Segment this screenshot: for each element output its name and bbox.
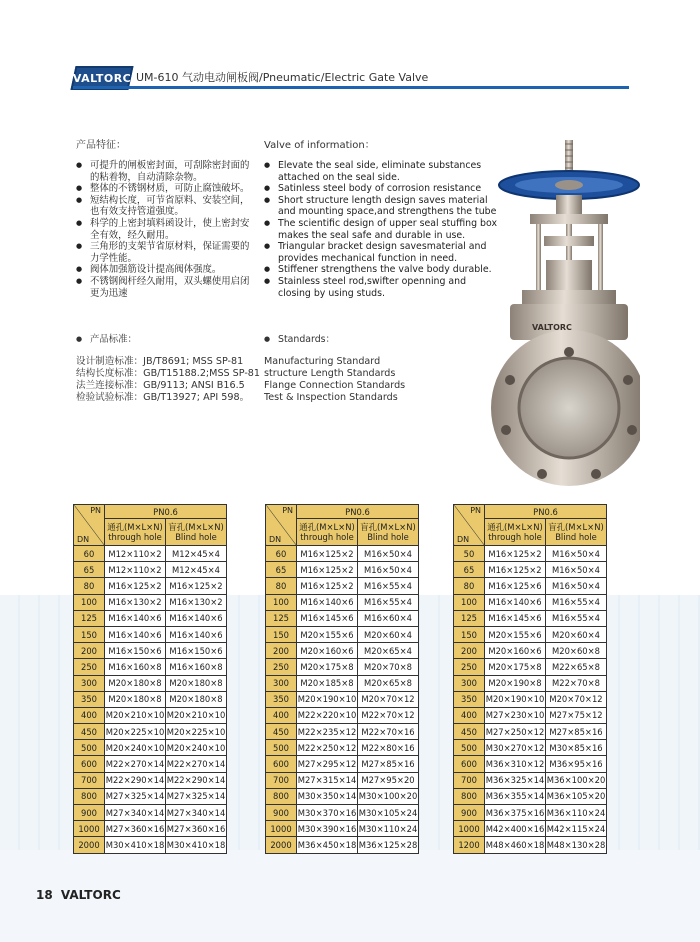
through-hole-header: 通孔(M×L×N) through hole xyxy=(297,519,358,546)
blind-hole-header: 盲孔(M×L×N) Blind hole xyxy=(358,519,419,546)
through-hole-cell: M16×145×6 xyxy=(297,610,358,626)
through-hole-cell: M30×350×14 xyxy=(297,788,358,804)
table-row xyxy=(74,821,227,837)
dn-cell: 500 xyxy=(454,740,485,756)
through-hole-cell: M16×125×2 xyxy=(297,562,358,578)
through-hole-cell: M27×325×14 xyxy=(105,788,166,804)
dn-cell: 60 xyxy=(266,546,297,562)
through-hole-cell: M16×125×2 xyxy=(297,546,358,562)
list-item: ● 可提升的闸板密封面，可刮除密封面的的粘着物，自动清除杂物。 xyxy=(76,160,254,183)
table-row xyxy=(74,724,227,740)
standards-en-heading: ● Standards： xyxy=(264,334,335,346)
table-row xyxy=(74,740,227,756)
through-hole-cell: M20×175×8 xyxy=(485,659,546,675)
dn-cell: 50 xyxy=(454,546,485,562)
dn-cell: 600 xyxy=(74,756,105,772)
blind-hole-cell: M12×45×4 xyxy=(166,546,227,562)
table-row xyxy=(454,805,607,821)
standards-zh-heading-list xyxy=(76,334,137,346)
gate-valve-image xyxy=(470,140,640,490)
through-hole-cell: M20×180×8 xyxy=(105,675,166,691)
blind-hole-cell: M27×85×16 xyxy=(358,756,419,772)
dn-cell: 800 xyxy=(74,788,105,804)
through-hole-cell: M20×180×8 xyxy=(105,691,166,707)
blind-hole-cell: M20×65×8 xyxy=(358,675,419,691)
table-row xyxy=(266,821,419,837)
table-row xyxy=(266,659,419,675)
list-item: ● 不锈钢阀杆经久耐用，双头螺使用启闭更为迅速 xyxy=(76,276,254,299)
table-row xyxy=(454,610,607,626)
blind-hole-header: 盲孔(M×L×N) Blind hole xyxy=(546,519,607,546)
standard-line: 结构长度标准：GB/T15188.2;MSS SP-81 xyxy=(76,368,261,379)
through-hole-cell: M16×125×2 xyxy=(105,578,166,594)
through-hole-cell: M16×125×2 xyxy=(485,562,546,578)
dn-cell: 300 xyxy=(74,675,105,691)
table-body xyxy=(74,546,227,854)
standard-line: Flange Connection Standards xyxy=(264,380,406,391)
through-hole-cell: M20×155×6 xyxy=(297,626,358,642)
through-hole-cell: M27×360×16 xyxy=(105,821,166,837)
table-row xyxy=(266,675,419,691)
through-hole-cell: M22×290×14 xyxy=(105,772,166,788)
through-hole-cell: M20×175×8 xyxy=(297,659,358,675)
blind-hole-cell: M20×225×10 xyxy=(166,724,227,740)
pressure-header: PN0.6 xyxy=(105,505,227,519)
dn-cell: 500 xyxy=(266,740,297,756)
blind-hole-cell: M20×180×8 xyxy=(166,675,227,691)
through-hole-cell: M16×140×6 xyxy=(485,594,546,610)
dn-cell: 2000 xyxy=(74,837,105,853)
table-row xyxy=(266,740,419,756)
pn-dn-corner-cell xyxy=(454,505,485,546)
through-hole-cell: M22×220×10 xyxy=(297,707,358,723)
table-row xyxy=(454,821,607,837)
dn-cell: 100 xyxy=(454,594,485,610)
through-hole-cell: M27×295×12 xyxy=(297,756,358,772)
pn-label: PN xyxy=(282,506,293,515)
blind-hole-cell: M30×110×24 xyxy=(358,821,419,837)
table-row xyxy=(454,562,607,578)
table-row xyxy=(454,594,607,610)
blind-hole-cell: M36×95×16 xyxy=(546,756,607,772)
table-row xyxy=(266,546,419,562)
through-hole-cell: M12×110×2 xyxy=(105,562,166,578)
dn-cell: 150 xyxy=(74,626,105,642)
through-hole-cell: M16×125×2 xyxy=(297,578,358,594)
table-row xyxy=(74,643,227,659)
table-row xyxy=(266,626,419,642)
blind-hole-cell: M20×60×4 xyxy=(546,626,607,642)
dn-cell: 900 xyxy=(454,805,485,821)
blind-hole-cell: M12×45×4 xyxy=(166,562,227,578)
through-hole-cell: M30×270×12 xyxy=(485,740,546,756)
through-hole-header: 通孔(M×L×N) through hole xyxy=(105,519,166,546)
through-hole-cell: M36×375×16 xyxy=(485,805,546,821)
table-row xyxy=(454,837,607,853)
dn-cell: 700 xyxy=(454,772,485,788)
dn-cell: 900 xyxy=(74,805,105,821)
dimension-table-2 xyxy=(265,504,419,854)
blind-hole-cell: M36×110×24 xyxy=(546,805,607,821)
blind-hole-cell: M27×325×14 xyxy=(166,788,227,804)
table-row xyxy=(454,740,607,756)
blind-hole-cell: M16×50×4 xyxy=(358,562,419,578)
through-hole-cell: M16×125×6 xyxy=(485,578,546,594)
through-hole-cell: M20×185×8 xyxy=(297,675,358,691)
through-hole-cell: M20×160×6 xyxy=(485,643,546,659)
standard-line: 检验试验标准：GB/T13927; API 598。 xyxy=(76,392,250,403)
blind-hole-cell: M20×60×4 xyxy=(358,626,419,642)
standard-line: Manufacturing Standard xyxy=(264,356,381,367)
features-en-heading: Valve of information： xyxy=(264,140,375,151)
table-row xyxy=(74,610,227,626)
pn-dn-corner-cell xyxy=(266,505,297,546)
through-hole-cell: M27×340×14 xyxy=(105,805,166,821)
through-hole-cell: M30×390×16 xyxy=(297,821,358,837)
dn-cell: 250 xyxy=(266,659,297,675)
page-title: UM-610 气动电动闸板阀/Pneumatic/Electric Gate Valve xyxy=(136,71,429,84)
blind-hole-cell: M27×95×20 xyxy=(358,772,419,788)
features-en-list xyxy=(264,160,499,299)
dn-cell: 450 xyxy=(266,724,297,740)
through-hole-cell: M20×190×8 xyxy=(485,675,546,691)
table-row xyxy=(74,805,227,821)
dn-cell: 1200 xyxy=(454,837,485,853)
dn-cell: 700 xyxy=(74,772,105,788)
through-hole-cell: M48×460×18 xyxy=(485,837,546,853)
dn-cell: 1000 xyxy=(454,821,485,837)
table-row xyxy=(454,675,607,691)
dn-label: DN xyxy=(269,535,282,544)
dn-cell: 300 xyxy=(454,675,485,691)
through-hole-cell: M16×140×6 xyxy=(105,626,166,642)
blind-hole-cell: M42×115×24 xyxy=(546,821,607,837)
table-row xyxy=(74,756,227,772)
table-row xyxy=(266,594,419,610)
table-row xyxy=(266,610,419,626)
table-row xyxy=(74,788,227,804)
table-row xyxy=(266,756,419,772)
blind-hole-cell: M20×70×12 xyxy=(358,691,419,707)
header-divider xyxy=(73,86,629,89)
table-row xyxy=(74,837,227,853)
blind-hole-cell: M16×140×6 xyxy=(166,626,227,642)
blind-hole-header: 盲孔(M×L×N) Blind hole xyxy=(166,519,227,546)
table-row xyxy=(74,691,227,707)
list-item: ● Stainless steel rod,swifter openning and closing by using studs. xyxy=(264,276,499,299)
dn-cell: 200 xyxy=(74,643,105,659)
table-row xyxy=(74,626,227,642)
dn-cell: 150 xyxy=(454,626,485,642)
blind-hole-cell: M22×70×8 xyxy=(546,675,607,691)
blind-hole-cell: M16×60×4 xyxy=(358,610,419,626)
through-hole-cell: M27×230×10 xyxy=(485,707,546,723)
dn-cell: 600 xyxy=(266,756,297,772)
pn-label: PN xyxy=(470,506,481,515)
through-hole-cell: M20×190×10 xyxy=(297,691,358,707)
dn-cell: 80 xyxy=(454,578,485,594)
list-item: ● 三角形的支架节省原材料，保证需要的力学性能。 xyxy=(76,241,254,264)
blind-hole-cell: M30×105×24 xyxy=(358,805,419,821)
dn-cell: 900 xyxy=(266,805,297,821)
through-hole-cell: M36×450×18 xyxy=(297,837,358,853)
through-hole-cell: M16×145×6 xyxy=(485,610,546,626)
blind-hole-cell: M27×75×12 xyxy=(546,707,607,723)
dn-cell: 80 xyxy=(266,578,297,594)
table-row xyxy=(266,788,419,804)
through-hole-cell: M22×250×12 xyxy=(297,740,358,756)
through-hole-cell: M30×410×18 xyxy=(105,837,166,853)
table-row xyxy=(266,805,419,821)
through-hole-cell: M16×140×6 xyxy=(297,594,358,610)
blind-hole-cell: M16×150×6 xyxy=(166,643,227,659)
blind-hole-cell: M22×80×16 xyxy=(358,740,419,756)
dn-cell: 250 xyxy=(74,659,105,675)
blind-hole-cell: M36×100×20 xyxy=(546,772,607,788)
list-item: ● Short structure length design saves material and mounting space,and strengthens the tube xyxy=(264,195,499,218)
dn-cell: 65 xyxy=(266,562,297,578)
dn-cell: 125 xyxy=(454,610,485,626)
table-row xyxy=(74,594,227,610)
through-hole-cell: M16×160×8 xyxy=(105,659,166,675)
standard-line: structure Length Standards xyxy=(264,368,396,379)
table-body xyxy=(454,546,607,854)
through-hole-cell: M20×225×10 xyxy=(105,724,166,740)
table-row xyxy=(454,788,607,804)
through-hole-cell: M16×125×2 xyxy=(485,546,546,562)
blind-hole-cell: M16×130×2 xyxy=(166,594,227,610)
list-item: ● 短结构长度，可节省原料、安装空间，也有效支持管道强度。 xyxy=(76,195,254,218)
dn-cell: 1000 xyxy=(266,821,297,837)
through-hole-cell: M30×370×16 xyxy=(297,805,358,821)
dn-cell: 500 xyxy=(74,740,105,756)
list-item: ● 阀体加强筋设计提高阀体强度。 xyxy=(76,264,254,276)
pressure-header: PN0.6 xyxy=(297,505,419,519)
blind-hole-cell: M20×60×8 xyxy=(546,643,607,659)
list-item: ● 整体的不锈钢材质，可防止腐蚀破坏。 xyxy=(76,183,254,195)
dn-cell: 200 xyxy=(454,643,485,659)
blind-hole-cell: M20×70×8 xyxy=(358,659,419,675)
through-hole-cell: M27×250×12 xyxy=(485,724,546,740)
blind-hole-cell: M27×340×14 xyxy=(166,805,227,821)
dn-label: DN xyxy=(457,535,470,544)
dn-cell: 400 xyxy=(266,707,297,723)
through-hole-cell: M27×315×14 xyxy=(297,772,358,788)
blind-hole-cell: M16×160×8 xyxy=(166,659,227,675)
standard-line: 法兰连接标准：GB/9113; ANSI B16.5 xyxy=(76,380,245,391)
page-footer xyxy=(36,888,121,902)
table-row xyxy=(266,724,419,740)
through-hole-cell: M22×235×12 xyxy=(297,724,358,740)
table-row xyxy=(454,578,607,594)
through-hole-cell: M36×355×14 xyxy=(485,788,546,804)
dn-cell: 150 xyxy=(266,626,297,642)
blind-hole-cell: M20×240×10 xyxy=(166,740,227,756)
table-row xyxy=(266,772,419,788)
svg-text:VALTORC: VALTORC xyxy=(532,323,572,332)
dn-cell: 125 xyxy=(266,610,297,626)
dn-cell: 400 xyxy=(454,707,485,723)
table-row xyxy=(454,691,607,707)
blind-hole-cell: M20×210×10 xyxy=(166,707,227,723)
blind-hole-cell: M30×410×18 xyxy=(166,837,227,853)
dn-cell: 60 xyxy=(74,546,105,562)
dn-cell: 250 xyxy=(454,659,485,675)
table-row xyxy=(454,659,607,675)
list-item: ● Triangular bracket design savesmaterial and provides mechanical function in need. xyxy=(264,241,499,264)
dn-cell: 450 xyxy=(74,724,105,740)
dn-cell: 400 xyxy=(74,707,105,723)
table-row xyxy=(74,675,227,691)
blind-hole-cell: M22×270×14 xyxy=(166,756,227,772)
list-item: ● 科学的上密封填料函设计，使上密封安全有效，经久耐用。 xyxy=(76,218,254,241)
footer-brand: VALTORC xyxy=(60,888,121,902)
dn-cell: 450 xyxy=(454,724,485,740)
blind-hole-cell: M16×55×4 xyxy=(358,578,419,594)
table-row xyxy=(266,837,419,853)
dn-cell: 65 xyxy=(454,562,485,578)
dn-cell: 65 xyxy=(74,562,105,578)
dn-cell: 350 xyxy=(266,691,297,707)
through-hole-cell: M20×210×10 xyxy=(105,707,166,723)
standards-en-heading-list xyxy=(264,334,335,346)
table-row xyxy=(454,643,607,659)
table-header-row xyxy=(454,505,607,519)
table-row xyxy=(74,659,227,675)
dimension-table-3 xyxy=(453,504,607,854)
table-body xyxy=(266,546,419,854)
standard-line: 设计制造标准：JB/T8691; MSS SP-81 xyxy=(76,356,244,367)
table-row xyxy=(266,562,419,578)
through-hole-cell: M20×190×10 xyxy=(485,691,546,707)
table-header-row xyxy=(266,505,419,519)
table-row xyxy=(74,562,227,578)
dn-cell: 125 xyxy=(74,610,105,626)
standards-zh xyxy=(76,356,262,404)
blind-hole-cell: M16×55×4 xyxy=(546,610,607,626)
blind-hole-cell: M36×105×20 xyxy=(546,788,607,804)
logo-text: VALTORC xyxy=(72,71,132,85)
blind-hole-cell: M36×125×28 xyxy=(358,837,419,853)
list-item: ● Stiffener strengthens the valve body durable. xyxy=(264,264,499,276)
through-hole-cell: M20×155×6 xyxy=(485,626,546,642)
dn-cell: 700 xyxy=(266,772,297,788)
blind-hole-cell: M16×50×4 xyxy=(546,546,607,562)
table-row xyxy=(454,724,607,740)
blind-hole-cell: M22×65×8 xyxy=(546,659,607,675)
dn-cell: 80 xyxy=(74,578,105,594)
table-row xyxy=(454,546,607,562)
dn-label: DN xyxy=(77,535,90,544)
list-item: ● Satinless steel body of corrosion resistance xyxy=(264,183,499,195)
through-hole-cell: M42×400×16 xyxy=(485,821,546,837)
table-row xyxy=(266,691,419,707)
dn-cell: 1000 xyxy=(74,821,105,837)
blind-hole-cell: M16×55×4 xyxy=(546,594,607,610)
through-hole-cell: M22×270×14 xyxy=(105,756,166,772)
blind-hole-cell: M16×50×4 xyxy=(546,562,607,578)
table-row xyxy=(74,578,227,594)
through-hole-cell: M16×130×2 xyxy=(105,594,166,610)
blind-hole-cell: M22×70×16 xyxy=(358,724,419,740)
blind-hole-cell: M16×50×4 xyxy=(358,546,419,562)
blind-hole-cell: M27×85×16 xyxy=(546,724,607,740)
dn-cell: 300 xyxy=(266,675,297,691)
blind-hole-cell: M22×70×12 xyxy=(358,707,419,723)
features-zh-list xyxy=(76,160,254,299)
through-hole-cell: M20×160×6 xyxy=(297,643,358,659)
standards-zh-heading: ● 产品标准： xyxy=(76,334,137,346)
standard-line: Test & Inspection Standards xyxy=(264,392,398,403)
pn-dn-corner-cell xyxy=(74,505,105,546)
table-row xyxy=(454,707,607,723)
page-number: 18 xyxy=(36,888,53,902)
dn-cell: 100 xyxy=(266,594,297,610)
table-row xyxy=(266,707,419,723)
blind-hole-cell: M48×130×28 xyxy=(546,837,607,853)
dn-cell: 100 xyxy=(74,594,105,610)
features-zh-heading: 产品特征： xyxy=(76,140,126,151)
table-row xyxy=(74,546,227,562)
dn-cell: 200 xyxy=(266,643,297,659)
through-hole-cell: M12×110×2 xyxy=(105,546,166,562)
table-row xyxy=(454,756,607,772)
table-row xyxy=(454,626,607,642)
through-hole-cell: M16×140×6 xyxy=(105,610,166,626)
dn-cell: 800 xyxy=(454,788,485,804)
blind-hole-cell: M22×290×14 xyxy=(166,772,227,788)
table-row xyxy=(266,578,419,594)
blind-hole-cell: M27×360×16 xyxy=(166,821,227,837)
blind-hole-cell: M16×140×6 xyxy=(166,610,227,626)
through-hole-cell: M36×325×14 xyxy=(485,772,546,788)
blind-hole-cell: M16×55×4 xyxy=(358,594,419,610)
pressure-header: PN0.6 xyxy=(485,505,607,519)
standards-en xyxy=(264,356,464,404)
list-item: ● The scientific design of upper seal stuffing box makes the seal safe and durable in use. xyxy=(264,218,499,241)
dn-cell: 350 xyxy=(454,691,485,707)
dn-cell: 800 xyxy=(266,788,297,804)
blind-hole-cell: M30×85×16 xyxy=(546,740,607,756)
dn-cell: 600 xyxy=(454,756,485,772)
blind-hole-cell: M20×180×8 xyxy=(166,691,227,707)
dimension-table-1 xyxy=(73,504,227,854)
blind-hole-cell: M16×50×4 xyxy=(546,578,607,594)
through-hole-cell: M36×310×12 xyxy=(485,756,546,772)
blind-hole-cell: M20×70×12 xyxy=(546,691,607,707)
list-item: ● Elevate the seal side, eliminate substances attached on the seal side. xyxy=(264,160,499,183)
pn-label: PN xyxy=(90,506,101,515)
blind-hole-cell: M30×100×20 xyxy=(358,788,419,804)
dn-cell: 2000 xyxy=(266,837,297,853)
through-hole-header: 通孔(M×L×N) through hole xyxy=(485,519,546,546)
table-row xyxy=(266,643,419,659)
table-row xyxy=(74,772,227,788)
table-row xyxy=(454,772,607,788)
blind-hole-cell: M16×125×2 xyxy=(166,578,227,594)
through-hole-cell: M16×150×6 xyxy=(105,643,166,659)
blind-hole-cell: M20×65×4 xyxy=(358,643,419,659)
table-header-row xyxy=(74,505,227,519)
table-row xyxy=(74,707,227,723)
through-hole-cell: M20×240×10 xyxy=(105,740,166,756)
dn-cell: 350 xyxy=(74,691,105,707)
